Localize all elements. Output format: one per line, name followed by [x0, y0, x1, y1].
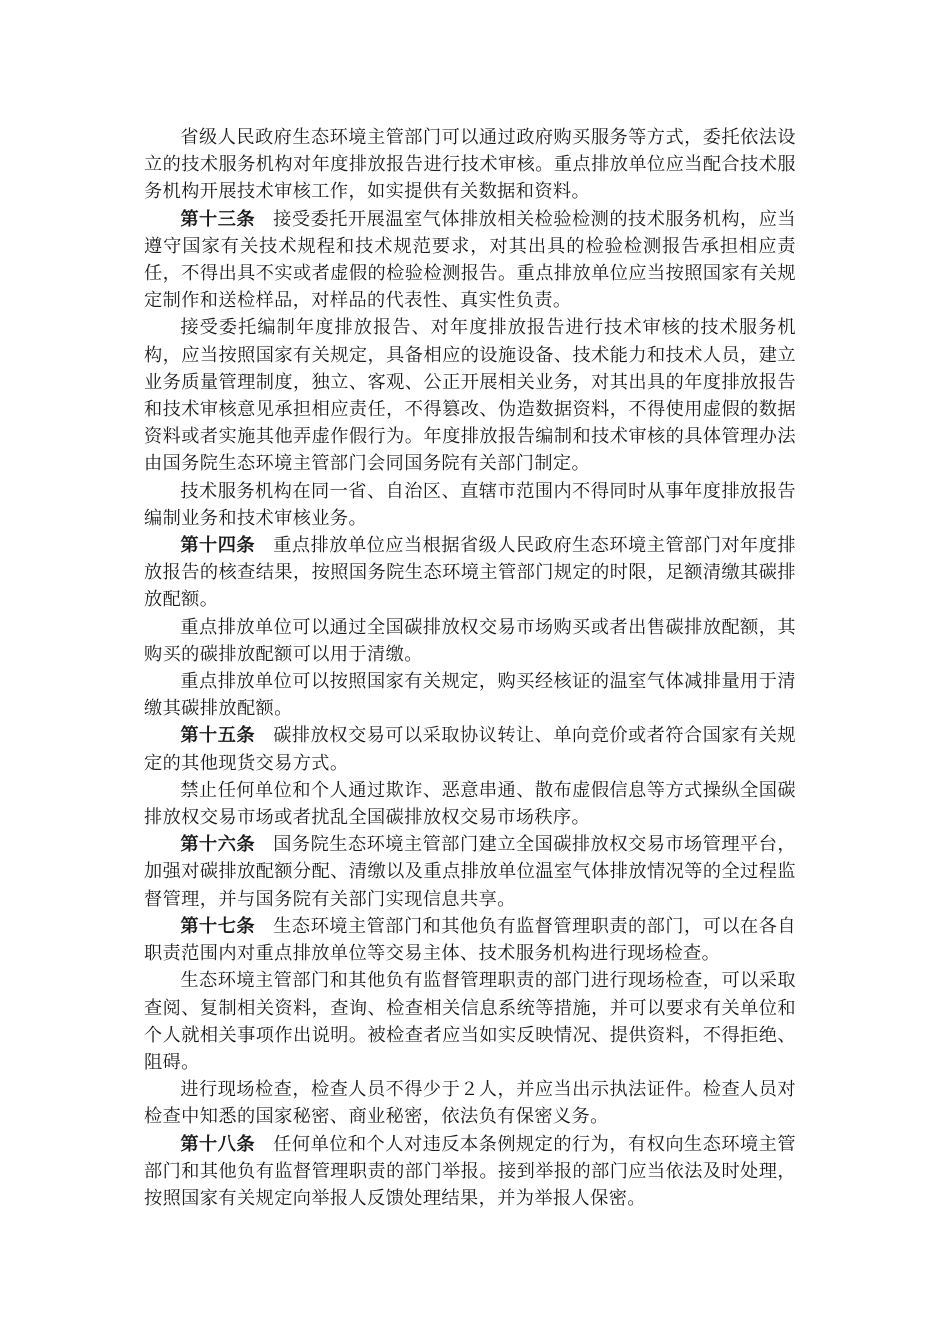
paragraph: [144, 668, 796, 722]
paragraph-text: 接受委托编制年度排放报告、对年度排放报告进行技术审核的技术服务机构，应当按照国家有关规定，具备相应的设施设备、技术能力和技术人员，建立业务质量管理制度，独立、客观、公正开展相关业务，对其出具的年度排放报告和技术审核意见承担相应责任，不得篡改、伪造数据资料，不得使用虚假的数据资料或者实施其他弄虚作假行为。年度排放报告编制和技术审核的具体管理办法由国务院生态环境主管部门会同国务院有关部门制定。: [144, 317, 796, 475]
paragraph-text: 碳排放权交易可以采取协议转让、单向竞价或者符合国家有关规定的其他现货交易方式。: [144, 725, 796, 774]
paragraph: [144, 614, 796, 668]
paragraph: [144, 314, 796, 477]
paragraph-text: 技术服务机构在同一省、自治区、直辖市范围内不得同时从事年度排放报告编制业务和技术审核业务。: [144, 480, 796, 529]
paragraph-text: 生态环境主管部门和其他负有监督管理职责的部门进行现场检查，可以采取查阅、复制相关资料，查询、检查相关信息系统等措施，并可以要求有关单位和个人就相关事项作出说明。被检查者应当如实反映情况、提供资料，不得拒绝、阻碍。: [144, 970, 796, 1073]
paragraph: [144, 124, 796, 206]
article-15: [144, 722, 796, 776]
paragraph: [144, 478, 796, 532]
article-heading: 第十七条: [180, 915, 256, 937]
article-heading: 第十四条: [180, 535, 256, 557]
paragraph-text: 国务院生态环境主管部门建立全国碳排放权交易市场管理平台，加强对碳排放配额分配、清缴以及重点排放单位温室气体排放情况等的全过程监督管理，并与国务院有关部门实现信息共享。: [144, 834, 796, 910]
article-heading: 第十八条: [180, 1133, 256, 1155]
document-body: [144, 124, 796, 1212]
article-heading: 第十五条: [180, 725, 256, 747]
paragraph-text: 任何单位和个人对违反本条例规定的行为，有权向生态环境主管部门和其他负有监督管理职责的部门举报。接到举报的部门应当依法及时处理，按照国家有关规定向举报人反馈处理结果，并为举报人保密。: [144, 1133, 796, 1209]
article-18: [144, 1131, 796, 1213]
paragraph: [144, 967, 796, 1076]
paragraph-text: 重点排放单位可以通过全国碳排放权交易市场购买或者出售碳排放配额，其购买的碳排放配额可以用于清缴。: [144, 616, 796, 665]
paragraph-text: 重点排放单位可以按照国家有关规定，购买经核证的温室气体减排量用于清缴其碳排放配额。: [144, 671, 796, 720]
article-heading: 第十三条: [180, 208, 256, 230]
article-17: [144, 913, 796, 967]
paragraph-text: 禁止任何单位和个人通过欺诈、恶意串通、散布虚假信息等方式操纵全国碳排放权交易市场或者扰乱全国碳排放权交易市场秩序。: [144, 779, 796, 829]
article-heading: 第十六条: [180, 834, 256, 856]
paragraph-text: 进行现场检查，检查人员不得少于２人，并应当出示执法证件。检查人员对检查中知悉的国家秘密、商业秘密，依法负有保密义务。: [144, 1079, 796, 1128]
paragraph: [144, 777, 796, 831]
paragraph-text: 生态环境主管部门和其他负有监督管理职责的部门，可以在各自职责范围内对重点排放单位等交易主体、技术服务机构进行现场检查。: [144, 915, 796, 965]
paragraph-text: 省级人民政府生态环境主管部门可以通过政府购买服务等方式，委托依法设立的技术服务机构对年度排放报告进行技术审核。重点排放单位应当配合技术服务机构开展技术审核工作，如实提供有关数据和资料。: [144, 127, 796, 203]
paragraph-text: 接受委托开展温室气体排放相关检验检测的技术服务机构，应当遵守国家有关技术规程和技术规范要求，对其出具的检验检测报告承担相应责任，不得出具不实或者虚假的检验检测报告。重点排放单位应当按照国家有关规定制作和送检样品，对样品的代表性、真实性负责。: [144, 208, 796, 312]
paragraph: [144, 1076, 796, 1130]
article-13: [144, 206, 796, 315]
article-14: [144, 532, 796, 614]
paragraph-text: 重点排放单位应当根据省级人民政府生态环境主管部门对年度排放报告的核查结果，按照国务院生态环境主管部门规定的时限，足额清缴其碳排放配额。: [144, 535, 796, 611]
article-16: [144, 831, 796, 913]
